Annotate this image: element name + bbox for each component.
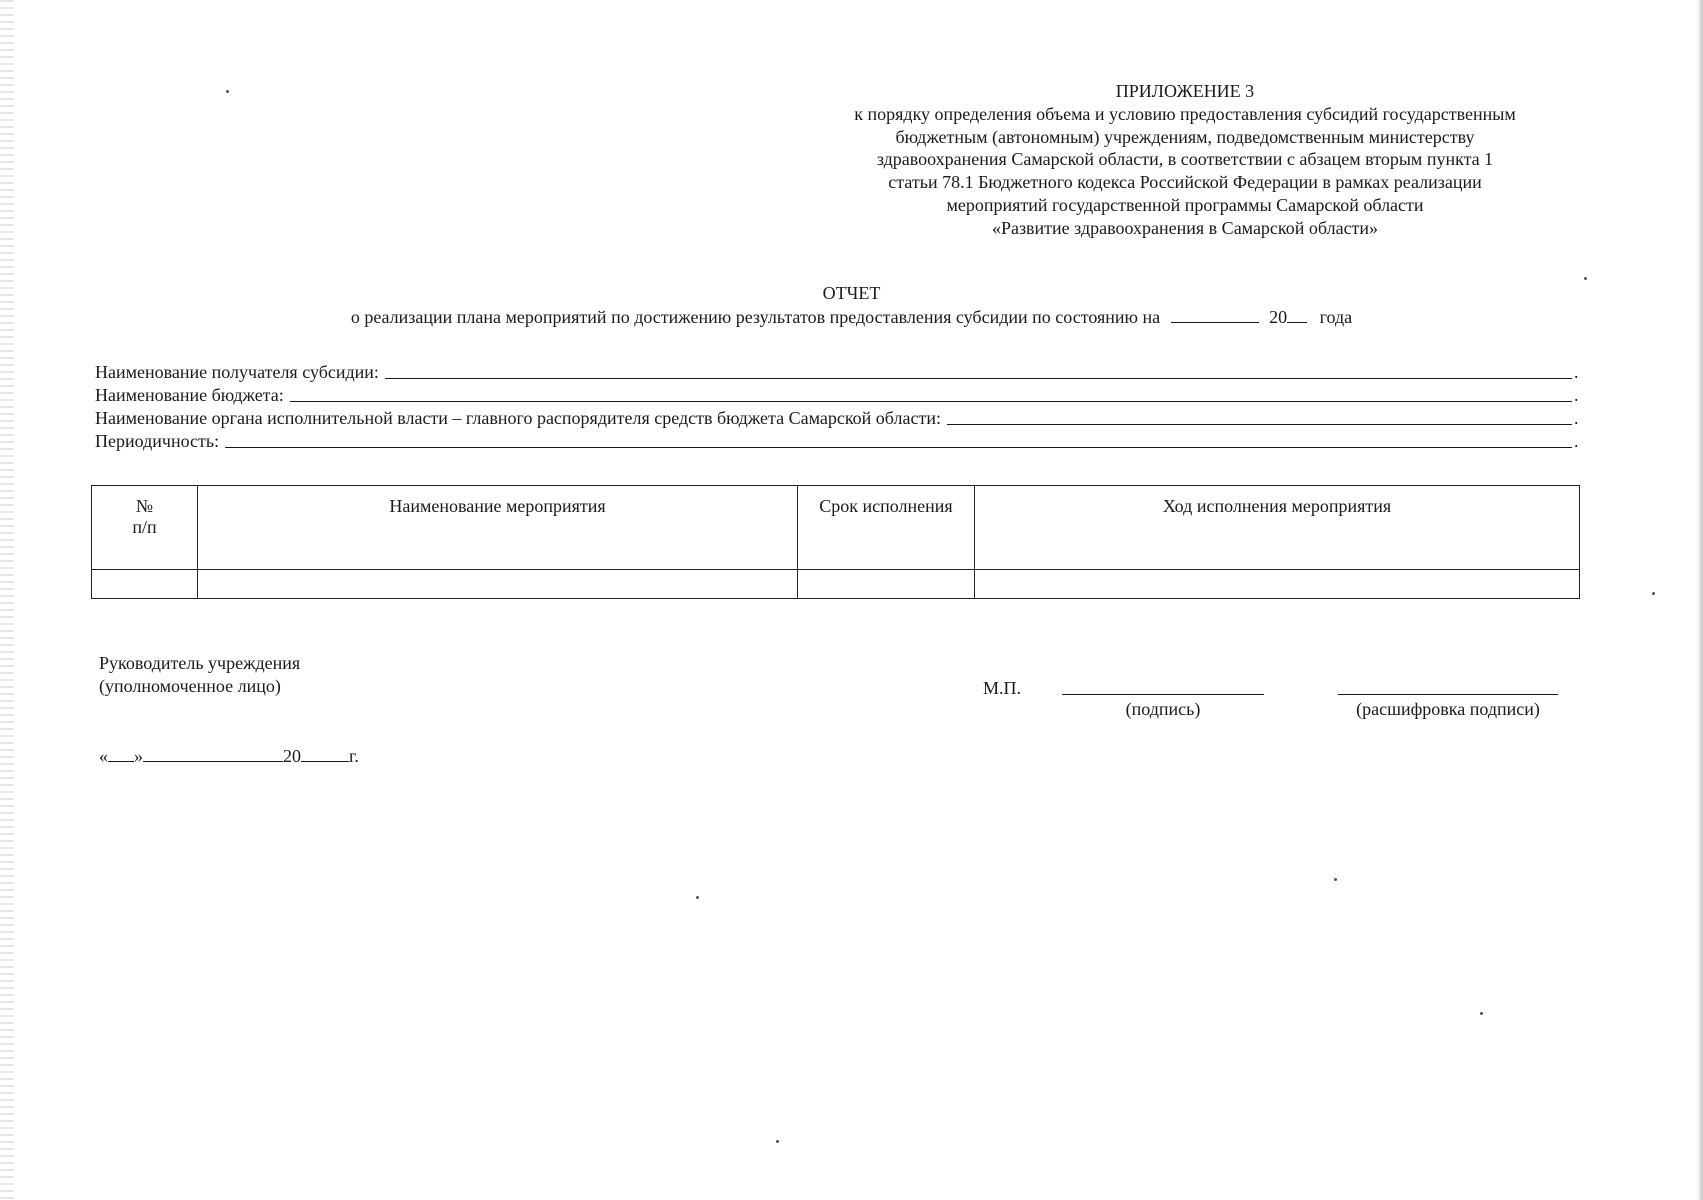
table-header-row xyxy=(92,486,1580,570)
recipient-fields xyxy=(95,360,1580,452)
scan-edge-left xyxy=(0,0,14,1200)
report-title: ОТЧЕТ xyxy=(822,283,881,303)
signatory-label xyxy=(99,652,300,698)
field-label: Периодичность: xyxy=(95,431,220,451)
signatory-subtitle: (уполномоченное лицо) xyxy=(99,676,281,696)
field-periodicity: Периодичность: . xyxy=(95,431,1579,451)
table-cell[interactable] xyxy=(798,570,975,599)
report-year-suffix: года xyxy=(1319,307,1353,327)
scan-speck xyxy=(1584,277,1587,280)
scan-edge-right xyxy=(1697,0,1703,1200)
date-line xyxy=(99,746,359,767)
scan-speck xyxy=(696,896,699,899)
signature-decoding-line[interactable] xyxy=(1338,694,1558,695)
signature-caption: (подпись) xyxy=(1125,699,1201,719)
field-input-line[interactable] xyxy=(225,447,1572,448)
appendix-block xyxy=(800,80,1570,240)
table-cell[interactable] xyxy=(92,570,198,599)
field-label: Наименование органа исполнительной власти – главного распорядителя средств бюджета Самарской области: xyxy=(95,408,941,428)
table-row xyxy=(92,570,1580,599)
date-month-blank[interactable] xyxy=(143,746,283,762)
field-input-line[interactable] xyxy=(290,401,1572,402)
table-cell[interactable] xyxy=(975,570,1580,599)
field-budget: Наименование бюджета: . xyxy=(95,385,1579,405)
appendix-line: статьи 78.1 Бюджетного кодекса Российской Федерации в рамках реализации xyxy=(888,172,1482,193)
stamp-place-label: М.П. xyxy=(983,678,1022,698)
column-header-event-name: Наименование мероприятия xyxy=(198,486,798,570)
plan-table xyxy=(91,485,1580,599)
column-header-number: № п/п xyxy=(92,486,198,570)
report-year-prefix: 20 xyxy=(1269,307,1288,327)
field-recipient: Наименование получателя субсидии: . xyxy=(95,362,1579,382)
appendix-line: бюджетным (автономным) учреждениям, подведомственным министерству xyxy=(895,126,1475,147)
scan-speck xyxy=(1334,878,1337,881)
report-year-blank[interactable] xyxy=(1287,307,1307,323)
field-input-line[interactable] xyxy=(385,378,1572,379)
date-close-quote: » xyxy=(134,746,143,766)
report-subtitle xyxy=(0,307,1703,328)
appendix-title: ПРИЛОЖЕНИЕ 3 xyxy=(1115,81,1255,101)
report-subtitle-text: о реализации плана мероприятий по достижению результатов предоставления субсидии по состоянию на xyxy=(350,307,1161,327)
scan-speck xyxy=(1480,1012,1483,1015)
signature-line[interactable] xyxy=(1062,694,1264,695)
signatory-title: Руководитель учреждения xyxy=(99,653,301,673)
table-cell[interactable] xyxy=(198,570,798,599)
appendix-line: мероприятий государственной программы Самарской области xyxy=(946,194,1424,215)
field-input-line[interactable] xyxy=(947,424,1572,425)
appendix-line: к порядку определения объема и условию предоставления субсидий государственным xyxy=(854,103,1516,124)
date-year-prefix: 20 xyxy=(283,746,301,766)
date-open-quote: « xyxy=(99,746,108,766)
scan-speck xyxy=(1652,592,1655,595)
field-authority: Наименование органа исполнительной власти – главного распорядителя средств бюджета Самарской области: . xyxy=(95,408,1579,428)
scan-speck xyxy=(776,1140,779,1143)
scan-speck xyxy=(226,90,229,93)
appendix-line: «Развитие здравоохранения в Самарской области» xyxy=(991,217,1379,238)
report-date-blank[interactable] xyxy=(1171,307,1259,323)
date-year-blank[interactable] xyxy=(301,746,349,762)
appendix-line: здравоохранения Самарской области, в соответствии с абзацем вторым пункта 1 xyxy=(876,149,1494,170)
signature-decoding-caption: (расшифровка подписи) xyxy=(1356,699,1540,719)
column-header-deadline: Срок исполнения xyxy=(798,486,975,570)
column-header-progress: Ход исполнения мероприятия xyxy=(975,486,1580,570)
field-label: Наименование получателя субсидии: xyxy=(95,362,379,382)
field-label: Наименование бюджета: xyxy=(95,385,284,405)
date-year-suffix: г. xyxy=(349,746,359,766)
date-day-blank[interactable] xyxy=(108,746,134,762)
